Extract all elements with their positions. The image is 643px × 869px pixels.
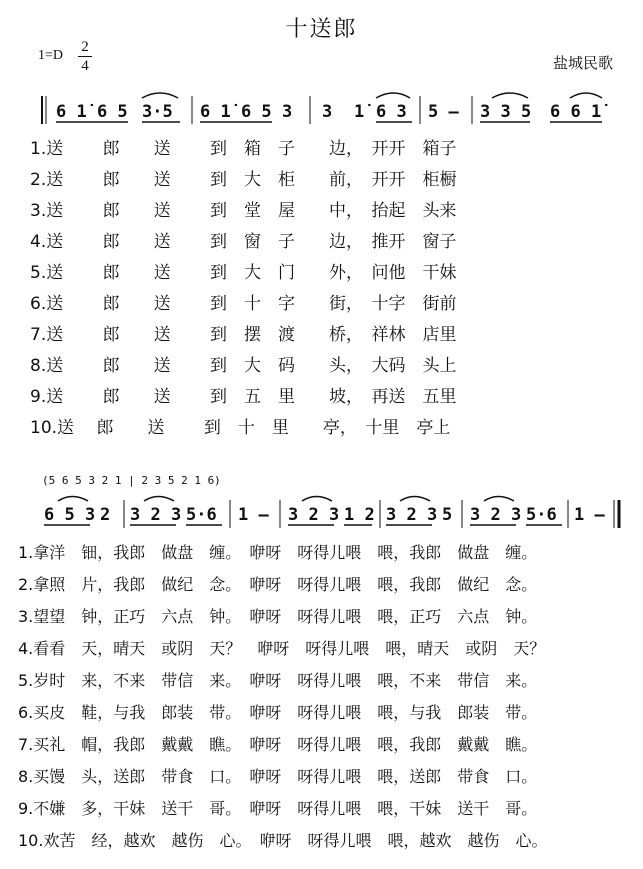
key-signature: 1=D bbox=[38, 48, 64, 63]
slur bbox=[484, 497, 514, 502]
slur bbox=[302, 497, 332, 502]
lyric-line: 1.送 郎 送 到 箱 子 边， 开开 箱子 bbox=[30, 139, 457, 159]
note-group: 1 – bbox=[238, 505, 269, 525]
note: 3 bbox=[322, 102, 333, 122]
lyric-line: 4.看看 天，晴天 或阴 天？ 咿呀 呀得儿喂 喂，晴天 或阴 天？ bbox=[18, 639, 546, 658]
lyric-line: 5.岁时 来，不来 带信 来。 咿呀 呀得儿喂 喂，不来 带信 来。 bbox=[18, 671, 538, 690]
lyric-line: 2.送 郎 送 到 大 柜 前， 开开 柜橱 bbox=[30, 170, 457, 190]
slur bbox=[400, 497, 430, 502]
song-title: 十送郎 bbox=[285, 17, 358, 42]
note-group: 6 1̇ 6 5 bbox=[56, 102, 128, 122]
slur bbox=[58, 497, 88, 502]
lyric-line: 1.拿洋 钿，我郎 做盘 缠。 咿呀 呀得儿喂 喂，我郎 做盘 缠。 bbox=[18, 543, 538, 562]
note: 5 bbox=[442, 505, 453, 525]
slur bbox=[492, 93, 528, 98]
lyric-line: 5.送 郎 送 到 大 门 外， 问他 干妹 bbox=[30, 263, 457, 283]
note-group: 1 2 bbox=[344, 505, 375, 525]
meter-bottom: 4 bbox=[78, 56, 92, 75]
slur bbox=[142, 93, 178, 98]
note-group: 5·6 bbox=[526, 505, 557, 525]
slur bbox=[376, 93, 410, 98]
lyric-line: 9.送 郎 送 到 五 里 坡， 再送 五里 bbox=[30, 387, 457, 407]
note: 2 bbox=[100, 505, 111, 525]
lyrics-section-1 bbox=[30, 134, 630, 454]
note-group: 6 6 1̇ bbox=[550, 102, 602, 122]
lyric-line: 4.送 郎 送 到 窗 子 边， 推开 窗子 bbox=[30, 232, 457, 252]
lyric-line: 10.欢苦 经，越欢 越伤 心。 咿呀 呀得儿喂 喂，越欢 越伤 心。 bbox=[18, 831, 548, 850]
note-group: 6 3 bbox=[376, 102, 407, 122]
ornament-line: (5 6 5 3 2 1 | 2 3 5 2 1 6) bbox=[42, 474, 221, 487]
note-group: 3 2 3 bbox=[288, 505, 340, 525]
note: 1̇ bbox=[354, 102, 365, 122]
note-group: 5·6 bbox=[186, 505, 217, 525]
slur bbox=[144, 497, 174, 502]
lyric-line: 6.买皮 鞋，与我 郎装 带。 咿呀 呀得儿喂 喂，与我 郎装 带。 bbox=[18, 703, 538, 722]
note: 3 bbox=[282, 102, 293, 122]
note-group: 1 – bbox=[574, 505, 605, 525]
lyric-line: 7.送 郎 送 到 摆 渡 桥， 祥林 店里 bbox=[30, 325, 457, 345]
note-group: 3 2 3 bbox=[470, 505, 522, 525]
note-group: 6 1̇ 6 5 bbox=[200, 102, 272, 122]
lyric-line: 3.望望 钟，正巧 六点 钟。 咿呀 呀得儿喂 喂，正巧 六点 钟。 bbox=[18, 607, 538, 626]
lyric-line: 3.送 郎 送 到 堂 屋 中， 抬起 头来 bbox=[30, 201, 457, 221]
note-group: 6 5 3 bbox=[44, 505, 96, 525]
note-group: 5 – bbox=[428, 102, 459, 122]
note-group: 3 2 3 bbox=[130, 505, 182, 525]
lyric-line: 6.送 郎 送 到 十 字 街， 十字 街前 bbox=[30, 294, 457, 314]
lyric-line: 8.送 郎 送 到 大 码 头， 大码 头上 bbox=[30, 356, 457, 376]
lyric-line: 8.买馒 头，送郎 带食 口。 咿呀 呀得儿喂 喂，送郎 带食 口。 bbox=[18, 767, 538, 786]
note-group: 3 3 5 bbox=[480, 102, 532, 122]
lyric-line: 7.买礼 帽，我郎 戴戴 瞧。 咿呀 呀得儿喂 喂，我郎 戴戴 瞧。 bbox=[18, 735, 538, 754]
lyric-line: 9.不嫌 多，干妹 送干 哥。 咿呀 呀得儿喂 喂，干妹 送干 哥。 bbox=[18, 799, 538, 818]
meter-top: 2 bbox=[81, 39, 89, 55]
slur bbox=[570, 93, 602, 98]
lyric-line: 2.拿照 片，我郎 做纪 念。 咿呀 呀得儿喂 喂，我郎 做纪 念。 bbox=[18, 575, 538, 594]
lyric-line: 10.送 郎 送 到 十 里 亭， 十里 亭上 bbox=[30, 418, 451, 438]
song-source: 盐城民歌 bbox=[552, 54, 613, 72]
note-group: 3 2 3 bbox=[386, 505, 438, 525]
lyrics-section-2 bbox=[18, 540, 633, 860]
note-group: 3·5 bbox=[142, 102, 173, 122]
